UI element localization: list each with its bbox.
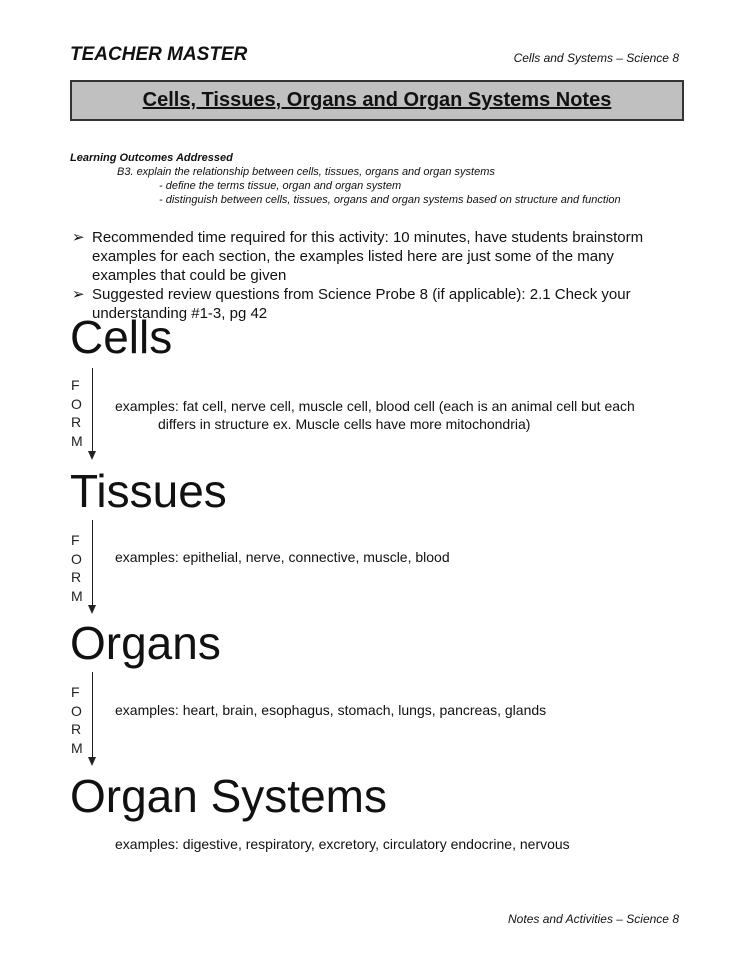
form-label: F O R M bbox=[71, 377, 83, 449]
form-label: F O R M bbox=[71, 532, 83, 604]
bullet-text: Suggested review questions from Science Probe 8 (if applicable): 2.1 Check your understanding #1-3, pg 42 bbox=[92, 286, 631, 322]
bullet-item bbox=[72, 285, 682, 323]
examples-text: examples: epithelial, nerve, connective, muscle, blood bbox=[115, 549, 450, 565]
section-heading-tissues: Tissues bbox=[70, 465, 227, 517]
examples-text: examples: heart, brain, esophagus, stomach, lungs, pancreas, glands bbox=[115, 702, 547, 718]
arrow-bullet-icon: ➢ bbox=[72, 229, 85, 246]
arrow-bullet-icon: ➢ bbox=[72, 286, 85, 303]
header-title: TEACHER MASTER bbox=[70, 44, 248, 65]
examples-text: examples: digestive, respiratory, excretory, circulatory endocrine, nervous bbox=[115, 836, 570, 852]
form-label: F O R M bbox=[71, 684, 83, 756]
down-arrow-icon bbox=[92, 672, 93, 758]
footer-text: Notes and Activities – Science 8 bbox=[508, 912, 679, 926]
header-subtitle: Cells and Systems – Science 8 bbox=[513, 51, 679, 65]
section-heading-organ-systems: Organ Systems bbox=[70, 770, 387, 822]
examples-text: differs in structure ex. Muscle cells have more mitochondria) bbox=[158, 416, 531, 432]
page-title: Cells, Tissues, Organs and Organ Systems Notes bbox=[142, 89, 612, 111]
title-box bbox=[70, 80, 684, 121]
outcome-sub: - define the terms tissue, organ and organ system bbox=[159, 180, 402, 192]
down-arrow-icon bbox=[92, 520, 93, 606]
section-heading-organs: Organs bbox=[70, 617, 221, 669]
bullet-text: Recommended time required for this activity: 10 minutes, have students brainstorm examples for each section, the examples listed here are just some of the many examples that could be given bbox=[92, 229, 644, 284]
section-heading-cells: Cells bbox=[70, 311, 173, 363]
outcome-sub: - distinguish between cells, tissues, organs and organ systems based on structure and function bbox=[159, 194, 621, 206]
examples-text: examples: fat cell, nerve cell, muscle cell, blood cell (each is an animal cell but each bbox=[115, 398, 635, 414]
down-arrow-icon bbox=[92, 368, 93, 452]
outcomes-heading: Learning Outcomes Addressed bbox=[70, 152, 233, 164]
bullet-item bbox=[72, 228, 682, 285]
outcome-main: B3. explain the relationship between cells, tissues, organs and organ systems bbox=[117, 166, 495, 178]
